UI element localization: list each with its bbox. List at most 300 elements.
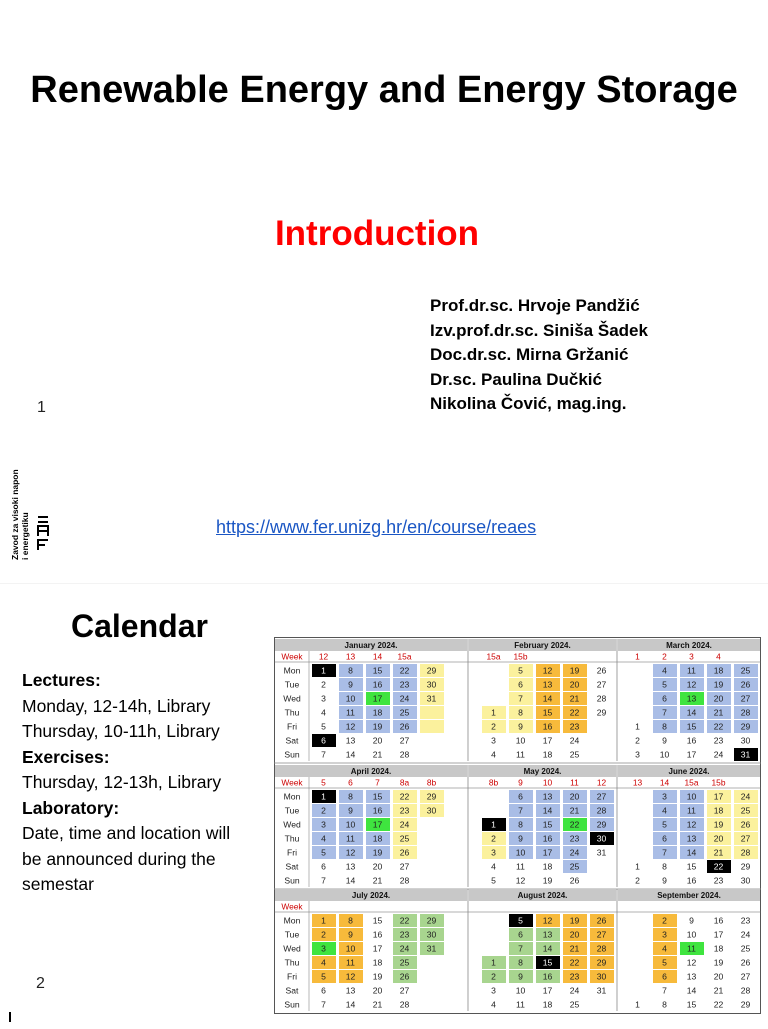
day-number: 22 bbox=[569, 819, 580, 830]
day-number: 22 bbox=[713, 721, 724, 732]
day-number: 7 bbox=[321, 999, 326, 1010]
day-number: 10 bbox=[515, 847, 526, 858]
day-number: 13 bbox=[345, 861, 356, 872]
day-number: 17 bbox=[542, 735, 553, 746]
day-number: 19 bbox=[569, 665, 580, 676]
day-number: 24 bbox=[569, 985, 580, 996]
day-number: 18 bbox=[713, 805, 724, 816]
author-name: Prof.dr.sc. Hrvoje Pandžić bbox=[430, 296, 640, 315]
day-label: Sat bbox=[285, 985, 299, 996]
day-number: 7 bbox=[662, 707, 667, 718]
day-number: 14 bbox=[542, 693, 553, 704]
day-number: 29 bbox=[426, 915, 437, 926]
day-number: 8 bbox=[662, 999, 667, 1010]
day-number: 3 bbox=[635, 749, 640, 760]
day-label: Fri bbox=[286, 721, 298, 732]
slide-subtitle: Introduction bbox=[274, 214, 480, 253]
month-name: January 2024. bbox=[344, 641, 398, 650]
day-number: 5 bbox=[321, 971, 326, 982]
day-number: 22 bbox=[399, 665, 410, 676]
day-number: 27 bbox=[596, 679, 607, 690]
institute-logo-partial bbox=[0, 1008, 16, 1024]
day-number: 25 bbox=[569, 999, 580, 1010]
day-number: 1 bbox=[635, 721, 640, 732]
day-cell-highlight bbox=[420, 720, 444, 733]
day-number: 3 bbox=[491, 985, 496, 996]
day-label: Wed bbox=[283, 943, 301, 954]
day-number: 30 bbox=[740, 875, 751, 886]
day-number: 8 bbox=[348, 791, 353, 802]
day-number: 1 bbox=[491, 957, 496, 968]
day-number: 11 bbox=[687, 943, 696, 954]
day-number: 8 bbox=[348, 665, 353, 676]
day-number: 8 bbox=[662, 721, 667, 732]
day-number: 7 bbox=[518, 805, 523, 816]
day-number: 22 bbox=[399, 915, 410, 926]
day-number: 14 bbox=[686, 707, 697, 718]
day-label: Thu bbox=[284, 833, 300, 844]
day-label: Mon bbox=[283, 665, 301, 676]
day-number: 31 bbox=[426, 693, 437, 704]
day-number: 19 bbox=[372, 971, 383, 982]
day-label: Sat bbox=[285, 735, 299, 746]
day-number: 11 bbox=[516, 999, 525, 1010]
week-number: 15a bbox=[684, 777, 699, 788]
day-number: 17 bbox=[372, 943, 383, 954]
day-number: 9 bbox=[518, 721, 523, 732]
day-number: 15 bbox=[372, 915, 383, 926]
day-number: 17 bbox=[686, 749, 697, 760]
day-number: 27 bbox=[399, 735, 410, 746]
day-number: 16 bbox=[542, 971, 553, 982]
day-number: 30 bbox=[596, 833, 607, 844]
day-number: 21 bbox=[372, 875, 383, 886]
day-number: 31 bbox=[740, 749, 751, 760]
day-number: 1 bbox=[321, 915, 326, 926]
day-number: 12 bbox=[345, 971, 356, 982]
day-number: 29 bbox=[740, 999, 751, 1010]
day-label: Fri bbox=[286, 971, 298, 982]
day-number: 14 bbox=[542, 805, 553, 816]
author-list bbox=[430, 294, 648, 417]
day-number: 22 bbox=[713, 999, 724, 1010]
day-label: Sun bbox=[284, 875, 300, 886]
schedule-line: Monday, 12-14h, Library bbox=[22, 695, 211, 716]
week-number: 14 bbox=[372, 651, 383, 662]
author-name: Dr.sc. Paulina Dučkić bbox=[430, 369, 602, 389]
day-number: 11 bbox=[516, 749, 525, 760]
day-number: 25 bbox=[740, 665, 751, 676]
day-number: 20 bbox=[569, 791, 580, 802]
day-number: 12 bbox=[515, 875, 526, 886]
schedule-line: be announced during the bbox=[22, 848, 216, 869]
day-number: 19 bbox=[713, 679, 724, 690]
day-number: 23 bbox=[399, 679, 410, 690]
week-number: 7 bbox=[375, 777, 380, 788]
day-number: 2 bbox=[635, 735, 640, 746]
day-number: 9 bbox=[348, 805, 353, 816]
day-number: 20 bbox=[713, 971, 724, 982]
day-number: 29 bbox=[596, 957, 607, 968]
day-number: 26 bbox=[596, 665, 607, 676]
day-number: 25 bbox=[399, 707, 410, 718]
day-number: 30 bbox=[740, 735, 751, 746]
week-number: 6 bbox=[348, 777, 353, 788]
day-number: 21 bbox=[713, 985, 724, 996]
schedule-heading: Lectures: bbox=[22, 670, 101, 690]
day-number: 2 bbox=[321, 929, 326, 940]
week-number: 15a bbox=[397, 651, 412, 662]
day-number: 12 bbox=[345, 721, 356, 732]
week-number: 2 bbox=[662, 651, 667, 662]
day-number: 29 bbox=[426, 791, 437, 802]
day-number: 21 bbox=[372, 999, 383, 1010]
day-number: 7 bbox=[321, 749, 326, 760]
day-cell-highlight bbox=[420, 706, 444, 719]
day-number: 15 bbox=[686, 999, 697, 1010]
day-number: 28 bbox=[596, 693, 607, 704]
author-name: Izv.prof.dr.sc. Siniša Šadek bbox=[430, 320, 648, 340]
day-number: 26 bbox=[399, 721, 410, 732]
schedule-line: Thursday, 12-13h, Library bbox=[22, 772, 222, 792]
day-number: 26 bbox=[399, 971, 410, 982]
week-number: 8b bbox=[426, 777, 437, 788]
day-label: Wed bbox=[283, 693, 301, 704]
day-number: 16 bbox=[686, 735, 697, 746]
institute-name bbox=[10, 469, 30, 560]
day-number: 17 bbox=[713, 791, 724, 802]
day-number: 14 bbox=[686, 985, 697, 996]
day-number: 2 bbox=[491, 971, 496, 982]
day-number: 11 bbox=[346, 833, 355, 844]
slide-number: 1 bbox=[37, 399, 46, 416]
day-number: 20 bbox=[713, 833, 724, 844]
day-label: Wed bbox=[283, 819, 301, 830]
day-number: 23 bbox=[713, 735, 724, 746]
day-number: 27 bbox=[596, 929, 607, 940]
day-number: 20 bbox=[372, 735, 383, 746]
schedule-heading: Laboratory: bbox=[22, 797, 120, 818]
day-number: 5 bbox=[491, 875, 496, 886]
day-label: Sat bbox=[285, 861, 299, 872]
day-number: 3 bbox=[321, 943, 326, 954]
day-number: 18 bbox=[372, 833, 383, 844]
day-number: 7 bbox=[662, 847, 667, 858]
course-url-link[interactable]: https://www.fer.unizg.hr/en/course/reaes bbox=[216, 517, 537, 537]
day-number: 26 bbox=[399, 847, 410, 858]
week-number: 13 bbox=[632, 777, 643, 788]
day-number: 29 bbox=[596, 819, 607, 830]
day-number: 23 bbox=[569, 833, 580, 844]
day-number: 4 bbox=[662, 805, 667, 816]
day-number: 16 bbox=[542, 833, 553, 844]
day-number: 3 bbox=[491, 847, 496, 858]
day-number: 3 bbox=[321, 693, 326, 704]
day-number: 8 bbox=[518, 707, 523, 718]
calendar-title: Calendar bbox=[71, 608, 208, 644]
day-number: 13 bbox=[345, 985, 356, 996]
day-number: 21 bbox=[372, 749, 383, 760]
fer-logo-icon bbox=[36, 516, 50, 552]
day-number: 10 bbox=[345, 943, 356, 954]
day-number: 5 bbox=[321, 721, 326, 732]
day-number: 14 bbox=[542, 943, 553, 954]
day-number: 28 bbox=[596, 943, 607, 954]
day-number: 15 bbox=[686, 861, 697, 872]
day-label: Tue bbox=[284, 929, 300, 940]
day-number: 31 bbox=[596, 847, 607, 858]
day-number: 1 bbox=[635, 999, 640, 1010]
day-number: 1 bbox=[321, 665, 326, 676]
day-number: 12 bbox=[542, 915, 553, 926]
day-number: 2 bbox=[635, 875, 640, 886]
day-number: 5 bbox=[321, 847, 326, 858]
day-number: 2 bbox=[321, 679, 326, 690]
week-number: 15b bbox=[513, 651, 528, 662]
day-number: 18 bbox=[372, 707, 383, 718]
day-number: 3 bbox=[662, 791, 667, 802]
day-number: 10 bbox=[515, 735, 526, 746]
week-number: 9 bbox=[518, 777, 523, 788]
day-number: 8 bbox=[662, 861, 667, 872]
institute-name-line2: i energetiku bbox=[20, 512, 30, 560]
day-number: 24 bbox=[399, 819, 410, 830]
day-number: 17 bbox=[372, 693, 383, 704]
day-number: 22 bbox=[569, 707, 580, 718]
day-number: 9 bbox=[689, 915, 694, 926]
day-number: 6 bbox=[518, 791, 523, 802]
day-number: 13 bbox=[686, 971, 697, 982]
day-number: 29 bbox=[740, 721, 751, 732]
fer-logo-icon bbox=[0, 1008, 16, 1024]
day-number: 10 bbox=[686, 929, 697, 940]
day-number: 20 bbox=[713, 693, 724, 704]
day-number: 7 bbox=[518, 693, 523, 704]
day-number: 9 bbox=[662, 875, 667, 886]
day-number: 26 bbox=[740, 957, 751, 968]
day-number: 9 bbox=[348, 679, 353, 690]
day-number: 15 bbox=[686, 721, 697, 732]
day-number: 19 bbox=[372, 721, 383, 732]
day-number: 8 bbox=[518, 957, 523, 968]
day-number: 25 bbox=[399, 957, 410, 968]
day-number: 9 bbox=[518, 833, 523, 844]
day-number: 27 bbox=[596, 791, 607, 802]
day-number: 15 bbox=[542, 819, 553, 830]
day-number: 27 bbox=[740, 971, 751, 982]
day-number: 3 bbox=[662, 929, 667, 940]
day-number: 12 bbox=[686, 819, 697, 830]
schedule-line: Thursday, 10-11h, Library bbox=[22, 721, 220, 741]
day-label: Thu bbox=[284, 957, 300, 968]
day-number: 6 bbox=[321, 735, 326, 746]
day-number: 24 bbox=[399, 693, 410, 704]
day-number: 4 bbox=[662, 943, 667, 954]
day-number: 23 bbox=[569, 971, 580, 982]
day-number: 28 bbox=[740, 707, 751, 718]
day-number: 1 bbox=[491, 707, 496, 718]
day-number: 11 bbox=[687, 805, 696, 816]
day-number: 22 bbox=[569, 957, 580, 968]
day-number: 16 bbox=[372, 679, 383, 690]
day-number: 13 bbox=[686, 833, 697, 844]
week-number: 12 bbox=[318, 651, 329, 662]
day-number: 3 bbox=[491, 735, 496, 746]
day-number: 10 bbox=[686, 791, 697, 802]
day-number: 30 bbox=[426, 929, 437, 940]
day-number: 15 bbox=[372, 665, 383, 676]
day-label: Thu bbox=[284, 707, 300, 718]
day-number: 5 bbox=[662, 679, 667, 690]
day-number: 20 bbox=[569, 679, 580, 690]
day-number: 21 bbox=[569, 943, 580, 954]
week-number: 8a bbox=[399, 777, 410, 788]
month-name: April 2024. bbox=[350, 767, 392, 776]
day-number: 27 bbox=[399, 861, 410, 872]
day-number: 24 bbox=[569, 735, 580, 746]
day-number: 20 bbox=[372, 985, 383, 996]
day-number: 23 bbox=[569, 721, 580, 732]
day-number: 2 bbox=[321, 805, 326, 816]
day-number: 18 bbox=[542, 749, 553, 760]
day-number: 12 bbox=[542, 665, 553, 676]
institute-logo bbox=[4, 436, 48, 576]
day-number: 28 bbox=[740, 847, 751, 858]
month-name: May 2024. bbox=[523, 767, 562, 776]
week-number: 15b bbox=[711, 777, 726, 788]
week-number: 4 bbox=[716, 651, 721, 662]
institute-name-line1: Zavod za visoki napon bbox=[10, 469, 20, 560]
day-number: 5 bbox=[518, 665, 523, 676]
week-number: 15a bbox=[486, 651, 501, 662]
week-number: 8b bbox=[488, 777, 499, 788]
day-number: 18 bbox=[542, 999, 553, 1010]
day-number: 13 bbox=[686, 693, 697, 704]
day-number: 6 bbox=[518, 679, 523, 690]
day-label: Sun bbox=[284, 999, 300, 1010]
day-number: 21 bbox=[713, 707, 724, 718]
day-number: 23 bbox=[399, 805, 410, 816]
schedule-text bbox=[22, 668, 230, 898]
day-number: 21 bbox=[713, 847, 724, 858]
day-number: 28 bbox=[596, 805, 607, 816]
day-number: 18 bbox=[713, 665, 724, 676]
day-number: 14 bbox=[345, 749, 356, 760]
month-name: August 2024. bbox=[517, 891, 568, 900]
day-number: 4 bbox=[321, 707, 326, 718]
day-number: 22 bbox=[399, 791, 410, 802]
week-number: 10 bbox=[542, 777, 553, 788]
day-number: 2 bbox=[491, 833, 496, 844]
day-number: 14 bbox=[345, 999, 356, 1010]
day-number: 25 bbox=[399, 833, 410, 844]
day-number: 15 bbox=[372, 791, 383, 802]
slide-title: Renewable Energy and Energy Storage bbox=[30, 69, 738, 111]
week-label: Week bbox=[281, 777, 303, 788]
day-number: 6 bbox=[662, 833, 667, 844]
day-number: 24 bbox=[740, 791, 751, 802]
day-number: 13 bbox=[542, 929, 553, 940]
day-number: 8 bbox=[518, 819, 523, 830]
day-number: 30 bbox=[596, 971, 607, 982]
day-number: 17 bbox=[542, 985, 553, 996]
day-number: 18 bbox=[713, 943, 724, 954]
day-number: 6 bbox=[662, 693, 667, 704]
day-number: 29 bbox=[426, 665, 437, 676]
day-number: 12 bbox=[345, 847, 356, 858]
day-number: 25 bbox=[569, 861, 580, 872]
day-number: 19 bbox=[569, 915, 580, 926]
day-number: 11 bbox=[687, 665, 696, 676]
day-number: 24 bbox=[713, 749, 724, 760]
day-number: 28 bbox=[399, 749, 410, 760]
day-number: 12 bbox=[686, 957, 697, 968]
day-number: 7 bbox=[518, 943, 523, 954]
day-number: 20 bbox=[372, 861, 383, 872]
day-number: 16 bbox=[686, 875, 697, 886]
day-number: 28 bbox=[399, 875, 410, 886]
week-number: 13 bbox=[345, 651, 356, 662]
day-number: 12 bbox=[686, 679, 697, 690]
day-number: 31 bbox=[596, 985, 607, 996]
day-label: Tue bbox=[284, 805, 300, 816]
calendar-grid bbox=[274, 637, 761, 1014]
week-number: 5 bbox=[321, 777, 326, 788]
day-number: 22 bbox=[713, 861, 724, 872]
day-number: 26 bbox=[569, 875, 580, 886]
day-number: 15 bbox=[542, 957, 553, 968]
day-number: 6 bbox=[662, 971, 667, 982]
schedule-heading: Exercises: bbox=[22, 746, 110, 767]
slide-divider bbox=[0, 583, 768, 584]
day-number: 25 bbox=[569, 749, 580, 760]
day-number: 19 bbox=[542, 875, 553, 886]
month-name: February 2024. bbox=[514, 641, 571, 650]
day-number: 18 bbox=[542, 861, 553, 872]
day-number: 26 bbox=[740, 679, 751, 690]
day-number: 26 bbox=[596, 915, 607, 926]
day-number: 24 bbox=[569, 847, 580, 858]
day-number: 8 bbox=[348, 915, 353, 926]
day-number: 1 bbox=[491, 819, 496, 830]
month-name: July 2024. bbox=[351, 891, 391, 900]
day-number: 19 bbox=[713, 957, 724, 968]
day-label: Fri bbox=[286, 847, 298, 858]
day-number: 25 bbox=[740, 943, 751, 954]
day-number: 11 bbox=[346, 707, 355, 718]
day-number: 4 bbox=[321, 957, 326, 968]
day-number: 14 bbox=[345, 875, 356, 886]
day-number: 13 bbox=[345, 735, 356, 746]
day-label: Tue bbox=[284, 679, 300, 690]
day-number: 19 bbox=[372, 847, 383, 858]
day-number: 6 bbox=[518, 929, 523, 940]
author-name: Doc.dr.sc. Mirna Gržanić bbox=[430, 345, 629, 364]
day-number: 27 bbox=[399, 985, 410, 996]
day-number: 1 bbox=[635, 861, 640, 872]
day-number: 5 bbox=[662, 819, 667, 830]
day-number: 20 bbox=[569, 929, 580, 940]
week-number: 14 bbox=[659, 777, 670, 788]
day-number: 15 bbox=[542, 707, 553, 718]
day-number: 25 bbox=[740, 805, 751, 816]
month-name: March 2024. bbox=[666, 641, 712, 650]
day-number: 26 bbox=[740, 819, 751, 830]
day-number: 23 bbox=[399, 929, 410, 940]
month-name: June 2024. bbox=[668, 767, 710, 776]
day-number: 11 bbox=[346, 957, 355, 968]
day-number: 27 bbox=[740, 833, 751, 844]
